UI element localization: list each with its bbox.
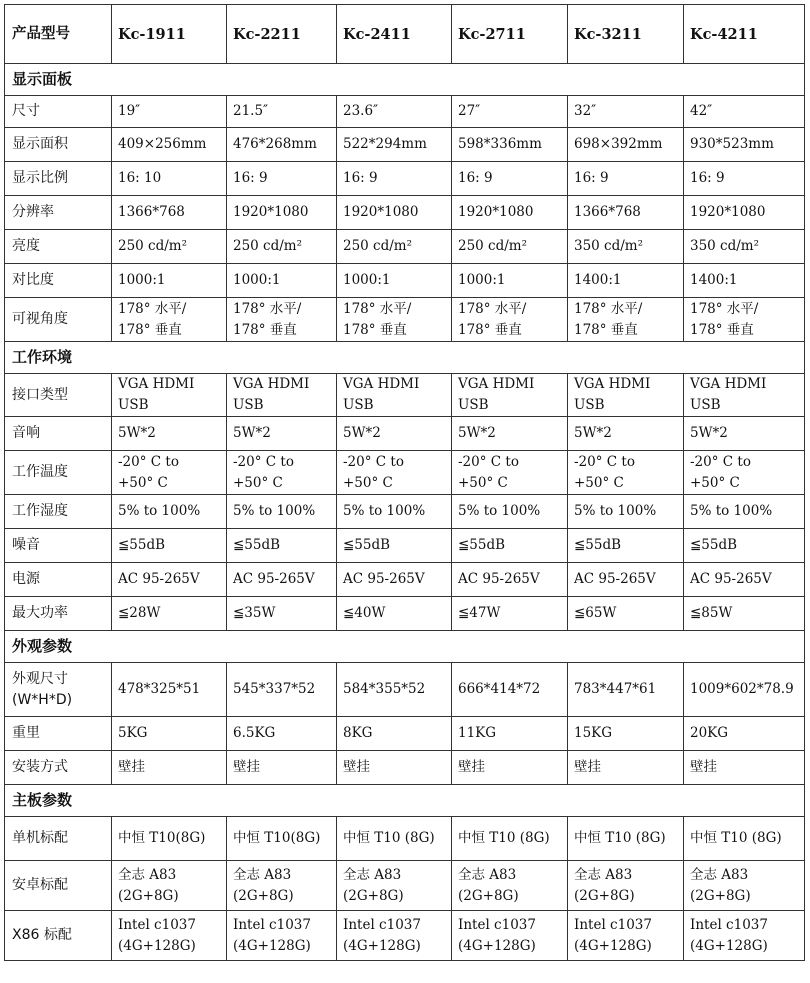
spec-value: 930*523mm (684, 128, 805, 162)
spec-row (5, 597, 805, 631)
spec-value: 1000:1 (112, 264, 227, 298)
spec-value: 5% to 100% (227, 495, 337, 529)
spec-value: 178° 水平/ 178° 垂直 (452, 298, 568, 342)
spec-value: 409×256mm (112, 128, 227, 162)
spec-value: 1920*1080 (452, 196, 568, 230)
spec-value: ≦28W (112, 597, 227, 631)
spec-row (5, 451, 805, 495)
spec-value: Intel c1037 (4G+128G) (337, 911, 452, 961)
spec-value: 1920*1080 (227, 196, 337, 230)
spec-value: 5W*2 (227, 417, 337, 451)
spec-value: 中恒 T10 (8G) (452, 817, 568, 861)
model-name: Kc-4211 (684, 5, 805, 64)
spec-value: -20° C to +50° C (337, 451, 452, 495)
spec-value: ≦55dB (112, 529, 227, 563)
spec-row (5, 196, 805, 230)
spec-value: 5% to 100% (452, 495, 568, 529)
spec-value: ≦55dB (684, 529, 805, 563)
spec-value: 全志 A83 (2G+8G) (112, 861, 227, 911)
spec-value: AC 95-265V (452, 563, 568, 597)
spec-value: 壁挂 (112, 751, 227, 785)
section-header-row (5, 64, 805, 96)
spec-row (5, 96, 805, 128)
spec-value: 16: 9 (227, 162, 337, 196)
spec-value: 1920*1080 (337, 196, 452, 230)
spec-value: AC 95-265V (227, 563, 337, 597)
spec-row (5, 563, 805, 597)
spec-value: 5W*2 (568, 417, 684, 451)
spec-value: Intel c1037 (4G+128G) (568, 911, 684, 961)
spec-label: 工作湿度 (5, 495, 112, 529)
spec-row (5, 861, 805, 911)
spec-value: 中恒 T10(8G) (227, 817, 337, 861)
spec-value: 1366*768 (568, 196, 684, 230)
spec-value: Intel c1037 (4G+128G) (227, 911, 337, 961)
spec-value: ≦47W (452, 597, 568, 631)
spec-value: -20° C to +50° C (568, 451, 684, 495)
model-name: Kc-2711 (452, 5, 568, 64)
spec-value: 16: 9 (452, 162, 568, 196)
spec-label: 接口类型 (5, 374, 112, 417)
model-name: Kc-3211 (568, 5, 684, 64)
spec-row (5, 495, 805, 529)
spec-value: -20° C to +50° C (452, 451, 568, 495)
spec-value: Intel c1037 (4G+128G) (112, 911, 227, 961)
header-row (5, 5, 805, 64)
section-header-row (5, 785, 805, 817)
spec-value: AC 95-265V (568, 563, 684, 597)
spec-value: 1400:1 (684, 264, 805, 298)
spec-value: ≦85W (684, 597, 805, 631)
spec-value: 全志 A83 (2G+8G) (568, 861, 684, 911)
spec-value: 250 cd/m² (112, 230, 227, 264)
spec-value: 250 cd/m² (452, 230, 568, 264)
spec-value: 1000:1 (452, 264, 568, 298)
spec-label: 噪音 (5, 529, 112, 563)
spec-value: 5W*2 (684, 417, 805, 451)
section-header-row (5, 342, 805, 374)
spec-value: ≦65W (568, 597, 684, 631)
spec-value: 全志 A83 (2G+8G) (452, 861, 568, 911)
spec-value: 壁挂 (337, 751, 452, 785)
spec-value: 5% to 100% (337, 495, 452, 529)
spec-row (5, 751, 805, 785)
spec-value: 5W*2 (452, 417, 568, 451)
spec-value: 16: 10 (112, 162, 227, 196)
spec-label: 显示面积 (5, 128, 112, 162)
section-title: 主板参数 (5, 785, 805, 817)
spec-value: 全志 A83 (2G+8G) (337, 861, 452, 911)
spec-value: 666*414*72 (452, 663, 568, 717)
spec-value: ≦55dB (568, 529, 684, 563)
spec-value: 16: 9 (337, 162, 452, 196)
spec-value: 5KG (112, 717, 227, 751)
spec-value: 中恒 T10(8G) (112, 817, 227, 861)
spec-value: 15KG (568, 717, 684, 751)
spec-value: 698×392mm (568, 128, 684, 162)
spec-value: 壁挂 (452, 751, 568, 785)
spec-label: 可视角度 (5, 298, 112, 342)
spec-label: 安装方式 (5, 751, 112, 785)
spec-label: 尺寸 (5, 96, 112, 128)
spec-label: 显示比例 (5, 162, 112, 196)
spec-value: 16: 9 (568, 162, 684, 196)
spec-value: 1400:1 (568, 264, 684, 298)
spec-value: 250 cd/m² (227, 230, 337, 264)
spec-value: 178° 水平/ 178° 垂直 (227, 298, 337, 342)
spec-value: 6.5KG (227, 717, 337, 751)
spec-row (5, 529, 805, 563)
spec-value: 350 cd/m² (568, 230, 684, 264)
spec-value: 11KG (452, 717, 568, 751)
spec-label: 单机标配 (5, 817, 112, 861)
spec-value: 598*336mm (452, 128, 568, 162)
spec-row (5, 162, 805, 196)
spec-value: 5W*2 (112, 417, 227, 451)
spec-label: 安卓标配 (5, 861, 112, 911)
spec-value: 1000:1 (227, 264, 337, 298)
spec-label: 工作温度 (5, 451, 112, 495)
spec-value: AC 95-265V (337, 563, 452, 597)
spec-value: Intel c1037 (4G+128G) (452, 911, 568, 961)
spec-value: 8KG (337, 717, 452, 751)
spec-value: 545*337*52 (227, 663, 337, 717)
section-title: 外观参数 (5, 631, 805, 663)
spec-value: 1000:1 (337, 264, 452, 298)
spec-value: 5% to 100% (684, 495, 805, 529)
spec-value: -20° C to +50° C (112, 451, 227, 495)
spec-value: 全志 A83 (2G+8G) (227, 861, 337, 911)
spec-value: 全志 A83 (2G+8G) (684, 861, 805, 911)
spec-value: 5% to 100% (112, 495, 227, 529)
section-title: 工作环境 (5, 342, 805, 374)
spec-label: 重里 (5, 717, 112, 751)
spec-value: -20° C to +50° C (684, 451, 805, 495)
spec-value: 20KG (684, 717, 805, 751)
spec-value: VGA HDMI USB (568, 374, 684, 417)
spec-value: 250 cd/m² (337, 230, 452, 264)
spec-value: VGA HDMI USB (112, 374, 227, 417)
spec-value: 1366*768 (112, 196, 227, 230)
spec-row (5, 911, 805, 961)
spec-value: VGA HDMI USB (337, 374, 452, 417)
spec-value: 中恒 T10 (8G) (684, 817, 805, 861)
spec-row (5, 298, 805, 342)
spec-value: 476*268mm (227, 128, 337, 162)
spec-row (5, 264, 805, 298)
spec-value: ≦55dB (452, 529, 568, 563)
spec-value: 23.6″ (337, 96, 452, 128)
spec-label: 最大功率 (5, 597, 112, 631)
spec-label: 对比度 (5, 264, 112, 298)
spec-value: 中恒 T10 (8G) (337, 817, 452, 861)
model-name: Kc-2211 (227, 5, 337, 64)
section-title: 显示面板 (5, 64, 805, 96)
spec-value: AC 95-265V (684, 563, 805, 597)
spec-value: 584*355*52 (337, 663, 452, 717)
spec-row (5, 717, 805, 751)
spec-label: 电源 (5, 563, 112, 597)
spec-value: 壁挂 (684, 751, 805, 785)
spec-row (5, 663, 805, 717)
spec-label: 音响 (5, 417, 112, 451)
spec-value: ≦55dB (227, 529, 337, 563)
spec-value: Intel c1037 (4G+128G) (684, 911, 805, 961)
spec-value: VGA HDMI USB (452, 374, 568, 417)
section-header-row (5, 631, 805, 663)
spec-value: AC 95-265V (112, 563, 227, 597)
spec-value: 1009*602*78.9 (684, 663, 805, 717)
model-name: Kc-1911 (112, 5, 227, 64)
spec-value: 27″ (452, 96, 568, 128)
spec-value: ≦55dB (337, 529, 452, 563)
spec-value: 16: 9 (684, 162, 805, 196)
spec-value: 42″ (684, 96, 805, 128)
spec-value: 中恒 T10 (8G) (568, 817, 684, 861)
spec-value: VGA HDMI USB (227, 374, 337, 417)
spec-label: 亮度 (5, 230, 112, 264)
spec-value: 350 cd/m² (684, 230, 805, 264)
spec-label: X86 标配 (5, 911, 112, 961)
spec-value: 178° 水平/ 178° 垂直 (112, 298, 227, 342)
spec-value: 5% to 100% (568, 495, 684, 529)
spec-value: 178° 水平/ 178° 垂直 (337, 298, 452, 342)
spec-value: 5W*2 (337, 417, 452, 451)
spec-value: 522*294mm (337, 128, 452, 162)
spec-value: -20° C to +50° C (227, 451, 337, 495)
spec-value: 1920*1080 (684, 196, 805, 230)
spec-row (5, 417, 805, 451)
spec-value: VGA HDMI USB (684, 374, 805, 417)
spec-value: 32″ (568, 96, 684, 128)
header-label: 产品型号 (5, 5, 112, 64)
spec-value: 783*447*61 (568, 663, 684, 717)
spec-value: 19″ (112, 96, 227, 128)
spec-value: 壁挂 (568, 751, 684, 785)
spec-table-body (5, 5, 805, 961)
spec-value: 21.5″ (227, 96, 337, 128)
spec-value: 壁挂 (227, 751, 337, 785)
spec-value: 178° 水平/ 178° 垂直 (568, 298, 684, 342)
spec-value: ≦40W (337, 597, 452, 631)
spec-row (5, 128, 805, 162)
spec-label: 外观尺寸 (W*H*D) (5, 663, 112, 717)
spec-value: ≦35W (227, 597, 337, 631)
spec-label: 分辨率 (5, 196, 112, 230)
model-name: Kc-2411 (337, 5, 452, 64)
spec-value: 178° 水平/ 178° 垂直 (684, 298, 805, 342)
spec-table (4, 4, 805, 961)
spec-row (5, 374, 805, 417)
spec-row (5, 230, 805, 264)
spec-row (5, 817, 805, 861)
spec-value: 478*325*51 (112, 663, 227, 717)
